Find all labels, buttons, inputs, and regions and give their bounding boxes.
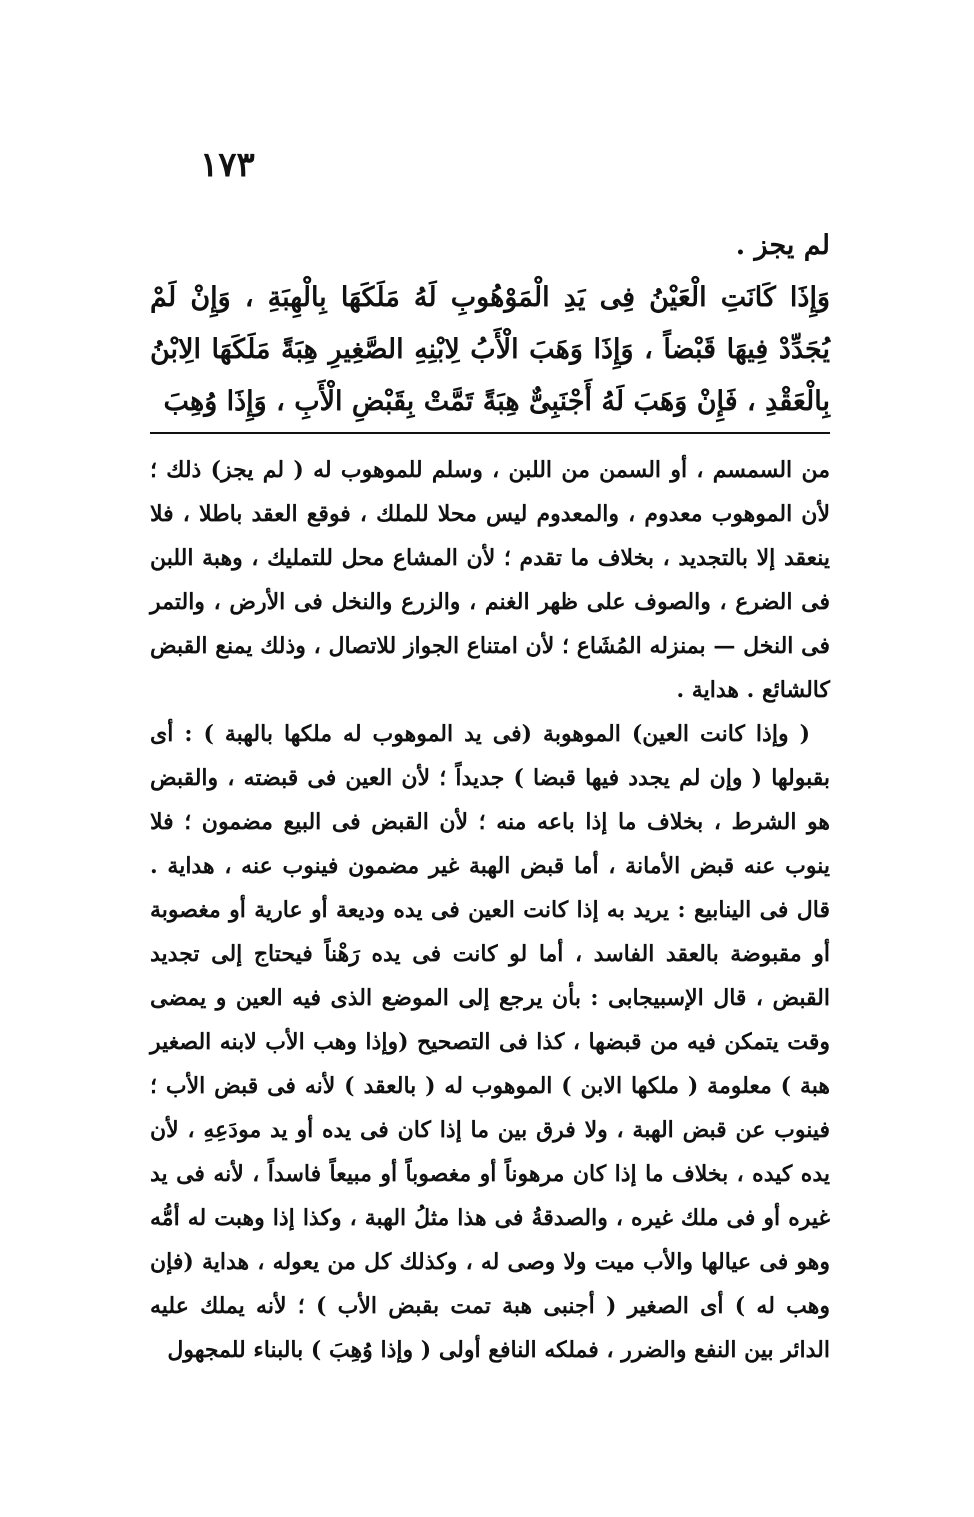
main-text-paragraph: لم يجز . [735,230,830,261]
section-divider [150,432,830,434]
commentary-block [150,448,830,1372]
commentary-paragraph: من السمسم ، أو السمن من اللبن ، وسلم للموهوب له ( لم يجز) ذلك ؛ لأن الموهوب معدوم ، والمعدوم ليس محلا للملك ، فوقع العقد باطلا ، فلا ينعقد إلا بالتجديد ، بخلاف ما تقدم ؛ لأن المشاع محل للتمليك ، وهبة اللبن فى الضرع ، والصوف على ظهر الغنم ، والزرع والنخل فى الأرض ، والتمر فى النخل — بمنزله المُشَاع ؛ لأن امتناع الجواز للاتصال ، وذلك يمنع القبض كالشائع . هداية . [150,457,830,703]
commentary-paragraph: ( وإذا كانت العين) الموهوبة (فى يد الموهوب له ملكها بالهبة ) : أى بقبولها ( وإن لم يجدد فيها قبضا ) جديداً ؛ لأن العين فى قبضته ، والقبض هو الشرط ، بخلاف ما إذا باعه منه ؛ لأن القبض فى البيع مضمون ؛ فلا ينوب عنه قبض الأمانة ، أما قبض الهبة غير مضمون فينوب عنه ، هداية . قال فى الينابيع : يريد به إذا كانت العين فى يده وديعة أو عارية أو مغصوبة أو مقبوضة بالعقد الفاسد ، أما لو كانت فى يده رَهْناً فيحتاج إلى تجديد القبض ، قال الإسبيجابى : بأن يرجع إلى الموضع الذى فيه العين و يمضى وقت يتمكن فيه من قبضها ، كذا فى التصحيح (وإذا وهب الأب لابنه الصغير هبة ) معلومة ( ملكها الابن ) الموهوب له ( بالعقد ) لأنه فى قبض الأب ؛ فينوب عن قبض الهبة ، ولا فرق بين ما إذا كان فى يده أو يد مودَعِهِ ، لأن يده كيده ، بخلاف ما إذا كان مرهوناً أو مغصوباً أو مبيعاً فاسداً ، لأنه فى يد غيره أو فى ملك غيره ، والصدقةُ فى هذا مثلُ الهبة ، وكذا إذا وهبت له أمُّه وهو فى عيالها والأب ميت ولا وصى له ، وكذلك كل من يعوله ، هداية (فإن وهب له ) أى الصغير ( أجنبى هبة تمت بقبض الأب ) ؛ لأنه يملك عليه الدائر بين النفع والضرر ، فملكه النافع أولى ( وإذا وُهِبَ ) بالبناء للمجهول [150,721,830,1363]
page-number: ١٧٣ [200,145,255,185]
main-text-paragraph: وَإِذَا كَانَتِ الْعَيْنُ فِى يَدِ الْمَوْهُوبِ لَهُ مَلَكَهَا بِالْهِبَةِ ، وَإِنْ لَمْ يُجَدِّدْ فِيهَا قَبْضاً ، وَإِذَا وَهَبَ الْأَبُ لِابْنِهِ الصَّغِيرِ هِبَةً مَلَكَهَا الِابْنُ بِالْعَقْدِ ، فَإِنْ وَهَبَ لَهُ أَجْنَبِىٌّ هِبَةً تَمَّتْ بِقَبْضِ الْأَبِ ، وَإِذَا وُهِبَ [150,282,831,417]
main-text-block [150,220,830,428]
